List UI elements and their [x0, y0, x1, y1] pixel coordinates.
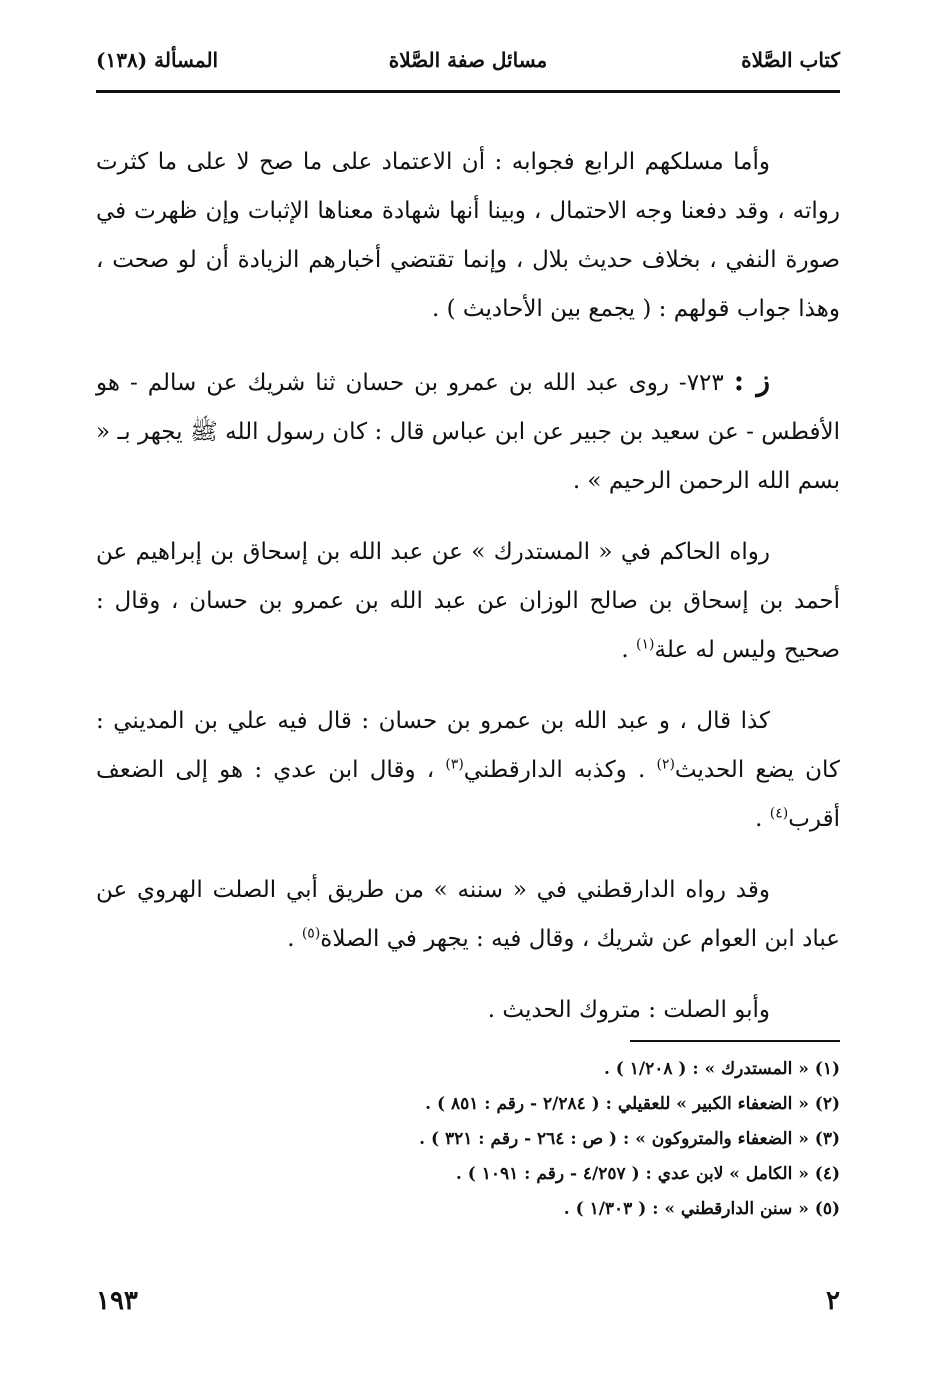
- footnote-2: (٢) « الضعفاء الكبير » للعقيلي : ( ٢/٢٨٤ - رقم : ٨٥١ ) .: [425, 1094, 840, 1114]
- header-book-title: كتاب الصَّلاة: [741, 48, 840, 72]
- paragraph-2: [96, 356, 840, 506]
- paragraph-3-end: .: [621, 637, 637, 663]
- zawaid-marker: ز :: [733, 364, 771, 397]
- footnote-ref-2: (٢): [656, 756, 675, 773]
- footnote-ref-4: (٤): [769, 805, 789, 822]
- footnote-4: (٤) « الكامل » لابن عدي : ( ٤/٢٥٧ - رقم : ١٠٩١ ) .: [455, 1164, 840, 1184]
- main-text: [96, 138, 840, 1035]
- header-section-title: مسائل صفة الصَّلاة: [388, 48, 548, 72]
- footnote-ref-5: (٥): [301, 925, 321, 942]
- page-number: ١٩٣: [96, 1286, 138, 1316]
- footnote-5: (٥) « سنن الدارقطني » : ( ١/٣٠٣ ) .: [563, 1199, 840, 1219]
- paragraph-4-text-a: كذا قال ، و عبد الله بن عمرو بن حسان : قال فيه علي بن المديني : كان يضع الحديث: [96, 708, 840, 783]
- footnote-3: (٣) « الضعفاء والمتروكون » : ( ص : ٢٦٤ - رقم : ٣٢١ ) .: [419, 1129, 840, 1149]
- footnote-ref-1: (١): [636, 636, 655, 653]
- paragraph-3-text: رواه الحاكم في « المستدرك » عن عبد الله بن إسحاق بن إبراهيم عن أحمد بن إسحاق بن صالح الوزان عن عبد الله بن عمرو بن حسان ، وقال : صحيح وليس له علة: [96, 539, 840, 663]
- paragraph-1: وأما مسلكهم الرابع فجوابه : أن الاعتماد على ما صح لا على ما كثرت رواته ، وقد دفعنا وجه الاحتمال ، وبينا أنها شهادة معناها الإثبات وإن ظهرت في صورة النفي ، بخلاف حديث بلال ، وإنما تقتضي أخبارهم الزيادة أن لو صحت ، وهذا جواب قولهم : ( يجمع بين الأحاديث ) .: [96, 149, 840, 322]
- page-footer: [96, 1286, 840, 1326]
- header-issue-number: المسألة (١٣٨): [96, 48, 219, 72]
- paragraph-3: [96, 528, 840, 675]
- paragraph-5: [96, 866, 840, 964]
- running-header: [96, 44, 840, 82]
- paragraph-5-end: .: [287, 926, 302, 952]
- paragraph-5-text: وقد رواه الدارقطني في « سننه » من طريق أبي الصلت الهروي عن عباد ابن العوام عن شريك ، وقال فيه : يجهر في الصلاة: [96, 877, 840, 952]
- footnote-1: (١) « المستدرك » : ( ١/٢٠٨ ) .: [603, 1059, 840, 1079]
- footnote-ref-3: (٣): [445, 756, 464, 773]
- paragraph-4-text-b: . وكذبه الدارقطني: [463, 757, 657, 783]
- paragraph-4-text-d: .: [755, 806, 770, 832]
- paragraph-6: وأبو الصلت : متروك الحديث .: [487, 997, 770, 1023]
- hadith-723-text: ٧٢٣- روى عبد الله بن عمرو بن حسان ثنا شريك عن سالم - هو الأفطس - عن سعيد بن جبير عن ابن عباس قال : كان رسول الله ﷺ يجهر بـ « بسم الله الرحمن الرحيم » .: [96, 370, 840, 494]
- footnotes: [96, 1052, 840, 1227]
- paragraph-4: [96, 697, 840, 844]
- header-rule: [96, 90, 840, 93]
- volume-number: ٢: [826, 1286, 840, 1316]
- paragraph-4-text-c: ، وقال ابن عدي : هو إلى الضعف أقرب: [96, 757, 840, 832]
- footnote-separator: [630, 1040, 840, 1042]
